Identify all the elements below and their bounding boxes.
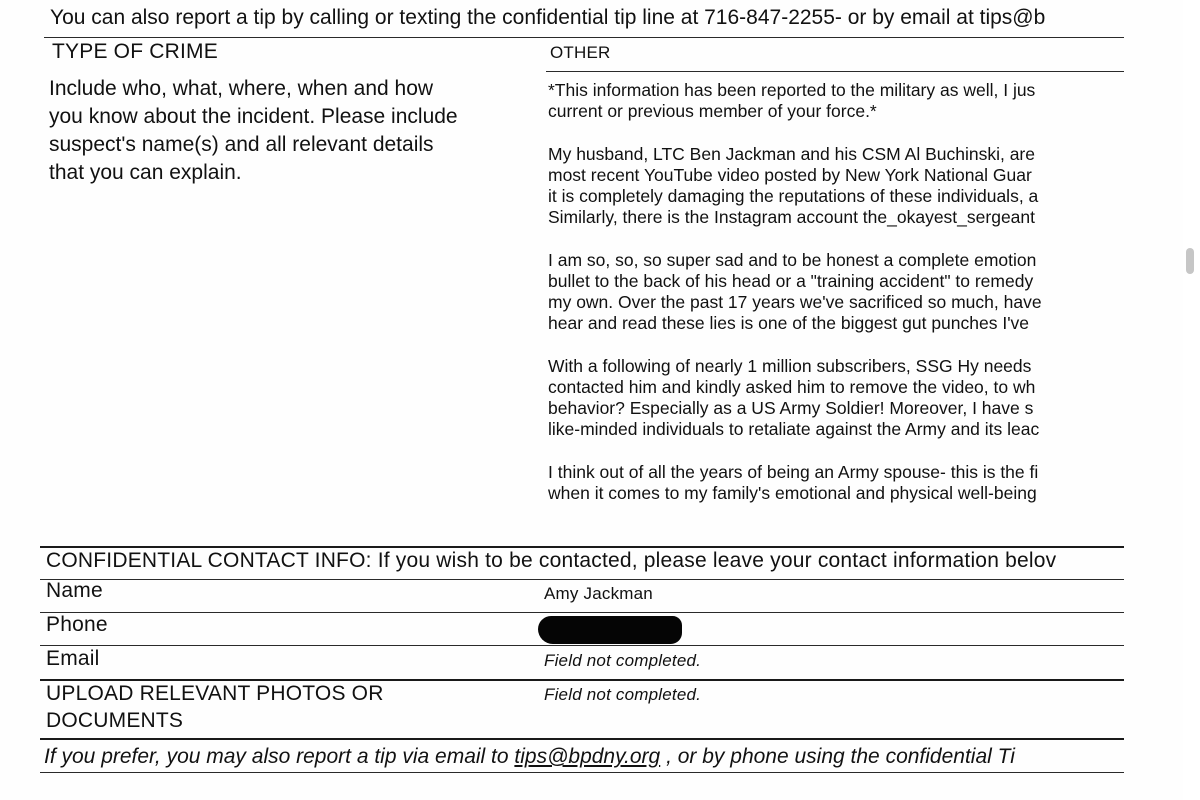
vertical-scrollbar[interactable]: [1183, 0, 1200, 800]
description-line: *This information has been reported to the military as well, I jus: [548, 80, 1036, 100]
incident-description: [548, 80, 1122, 504]
instructions-line: that you can explain.: [49, 161, 242, 184]
email-value: Field not completed.: [544, 651, 702, 670]
upload-label-line2: DOCUMENTS: [46, 709, 184, 732]
name-value: Amy Jackman: [544, 584, 653, 603]
description-line: Similarly, there is the Instagram account the_okayest_sergeant: [548, 207, 1036, 227]
description-line: My husband, LTC Ben Jackman and his CSM Al Buchinski, are: [548, 144, 1035, 164]
incident-instructions: [49, 75, 549, 187]
contact-heading: CONFIDENTIAL CONTACT INFO: If you wish to be contacted, please leave your contact information belov: [46, 549, 1057, 572]
type-of-crime-value: OTHER: [550, 43, 611, 62]
divider-top: [44, 37, 1124, 38]
scrollbar-thumb[interactable]: [1186, 248, 1194, 274]
paragraph-gap: [548, 334, 1122, 356]
name-label: Name: [46, 579, 103, 602]
paragraph-gap: [548, 440, 1122, 462]
divider-phone: [40, 645, 1124, 646]
header-tip-text: You can also report a tip by calling or texting the confidential tip line at 716-847-2255- or by email at tips@b: [50, 6, 1046, 29]
footer-tip-text: [44, 745, 1126, 769]
instructions-line: suspect's name(s) and all relevant details: [49, 133, 434, 156]
description-line: contacted him and kindly asked him to remove the video, to wh: [548, 377, 1036, 397]
description-line: With a following of nearly 1 million subscribers, SSG Hy needs: [548, 356, 1032, 376]
description-line: current or previous member of your force.*: [548, 101, 877, 121]
paragraph-gap: [548, 122, 1122, 144]
description-line: most recent YouTube video posted by New York National Guar: [548, 165, 1032, 185]
instructions-line: Include who, what, where, when and how: [49, 77, 434, 100]
divider-contact-heading: [40, 579, 1124, 580]
description-line: my own. Over the past 17 years we've sacrificed so much, have: [548, 292, 1042, 312]
description-line: like-minded individuals to retaliate against the Army and its leac: [548, 419, 1040, 439]
phone-label: Phone: [46, 613, 108, 636]
divider-name: [40, 612, 1124, 613]
phone-redaction-mark: [538, 616, 682, 644]
instructions-line: you know about the incident. Please include: [49, 105, 458, 128]
description-line: bullet to the back of his head or a "training accident" to remedy: [548, 271, 1034, 291]
description-line: I think out of all the years of being an Army spouse- this is the fi: [548, 462, 1039, 482]
description-line: hear and read these lies is one of the biggest gut punches I've: [548, 313, 1030, 333]
type-of-crime-label: TYPE OF CRIME: [52, 40, 218, 63]
upload-value: Field not completed.: [544, 685, 702, 704]
email-label: Email: [46, 647, 100, 670]
divider-footer: [40, 772, 1124, 773]
divider-type-of-crime: [546, 71, 1124, 72]
description-line: behavior? Especially as a US Army Soldier! Moreover, I have s: [548, 398, 1034, 418]
footer-prefix: If you prefer, you may also report a tip via email to: [44, 745, 515, 768]
description-line: it is completely damaging the reputations of these individuals, a: [548, 186, 1039, 206]
divider-email: [40, 679, 1124, 681]
description-line: I am so, so, so super sad and to be honest a complete emotion: [548, 250, 1037, 270]
footer-suffix: , or by phone using the confidential Ti: [666, 745, 1015, 768]
paragraph-gap: [548, 228, 1122, 250]
divider-upload: [40, 738, 1124, 740]
footer-email-link[interactable]: tips@bpdny.org: [514, 745, 661, 768]
upload-label-line1: UPLOAD RELEVANT PHOTOS OR: [46, 682, 384, 705]
divider-contact-top: [40, 546, 1124, 548]
description-line: when it comes to my family's emotional and physical well-being: [548, 483, 1037, 503]
